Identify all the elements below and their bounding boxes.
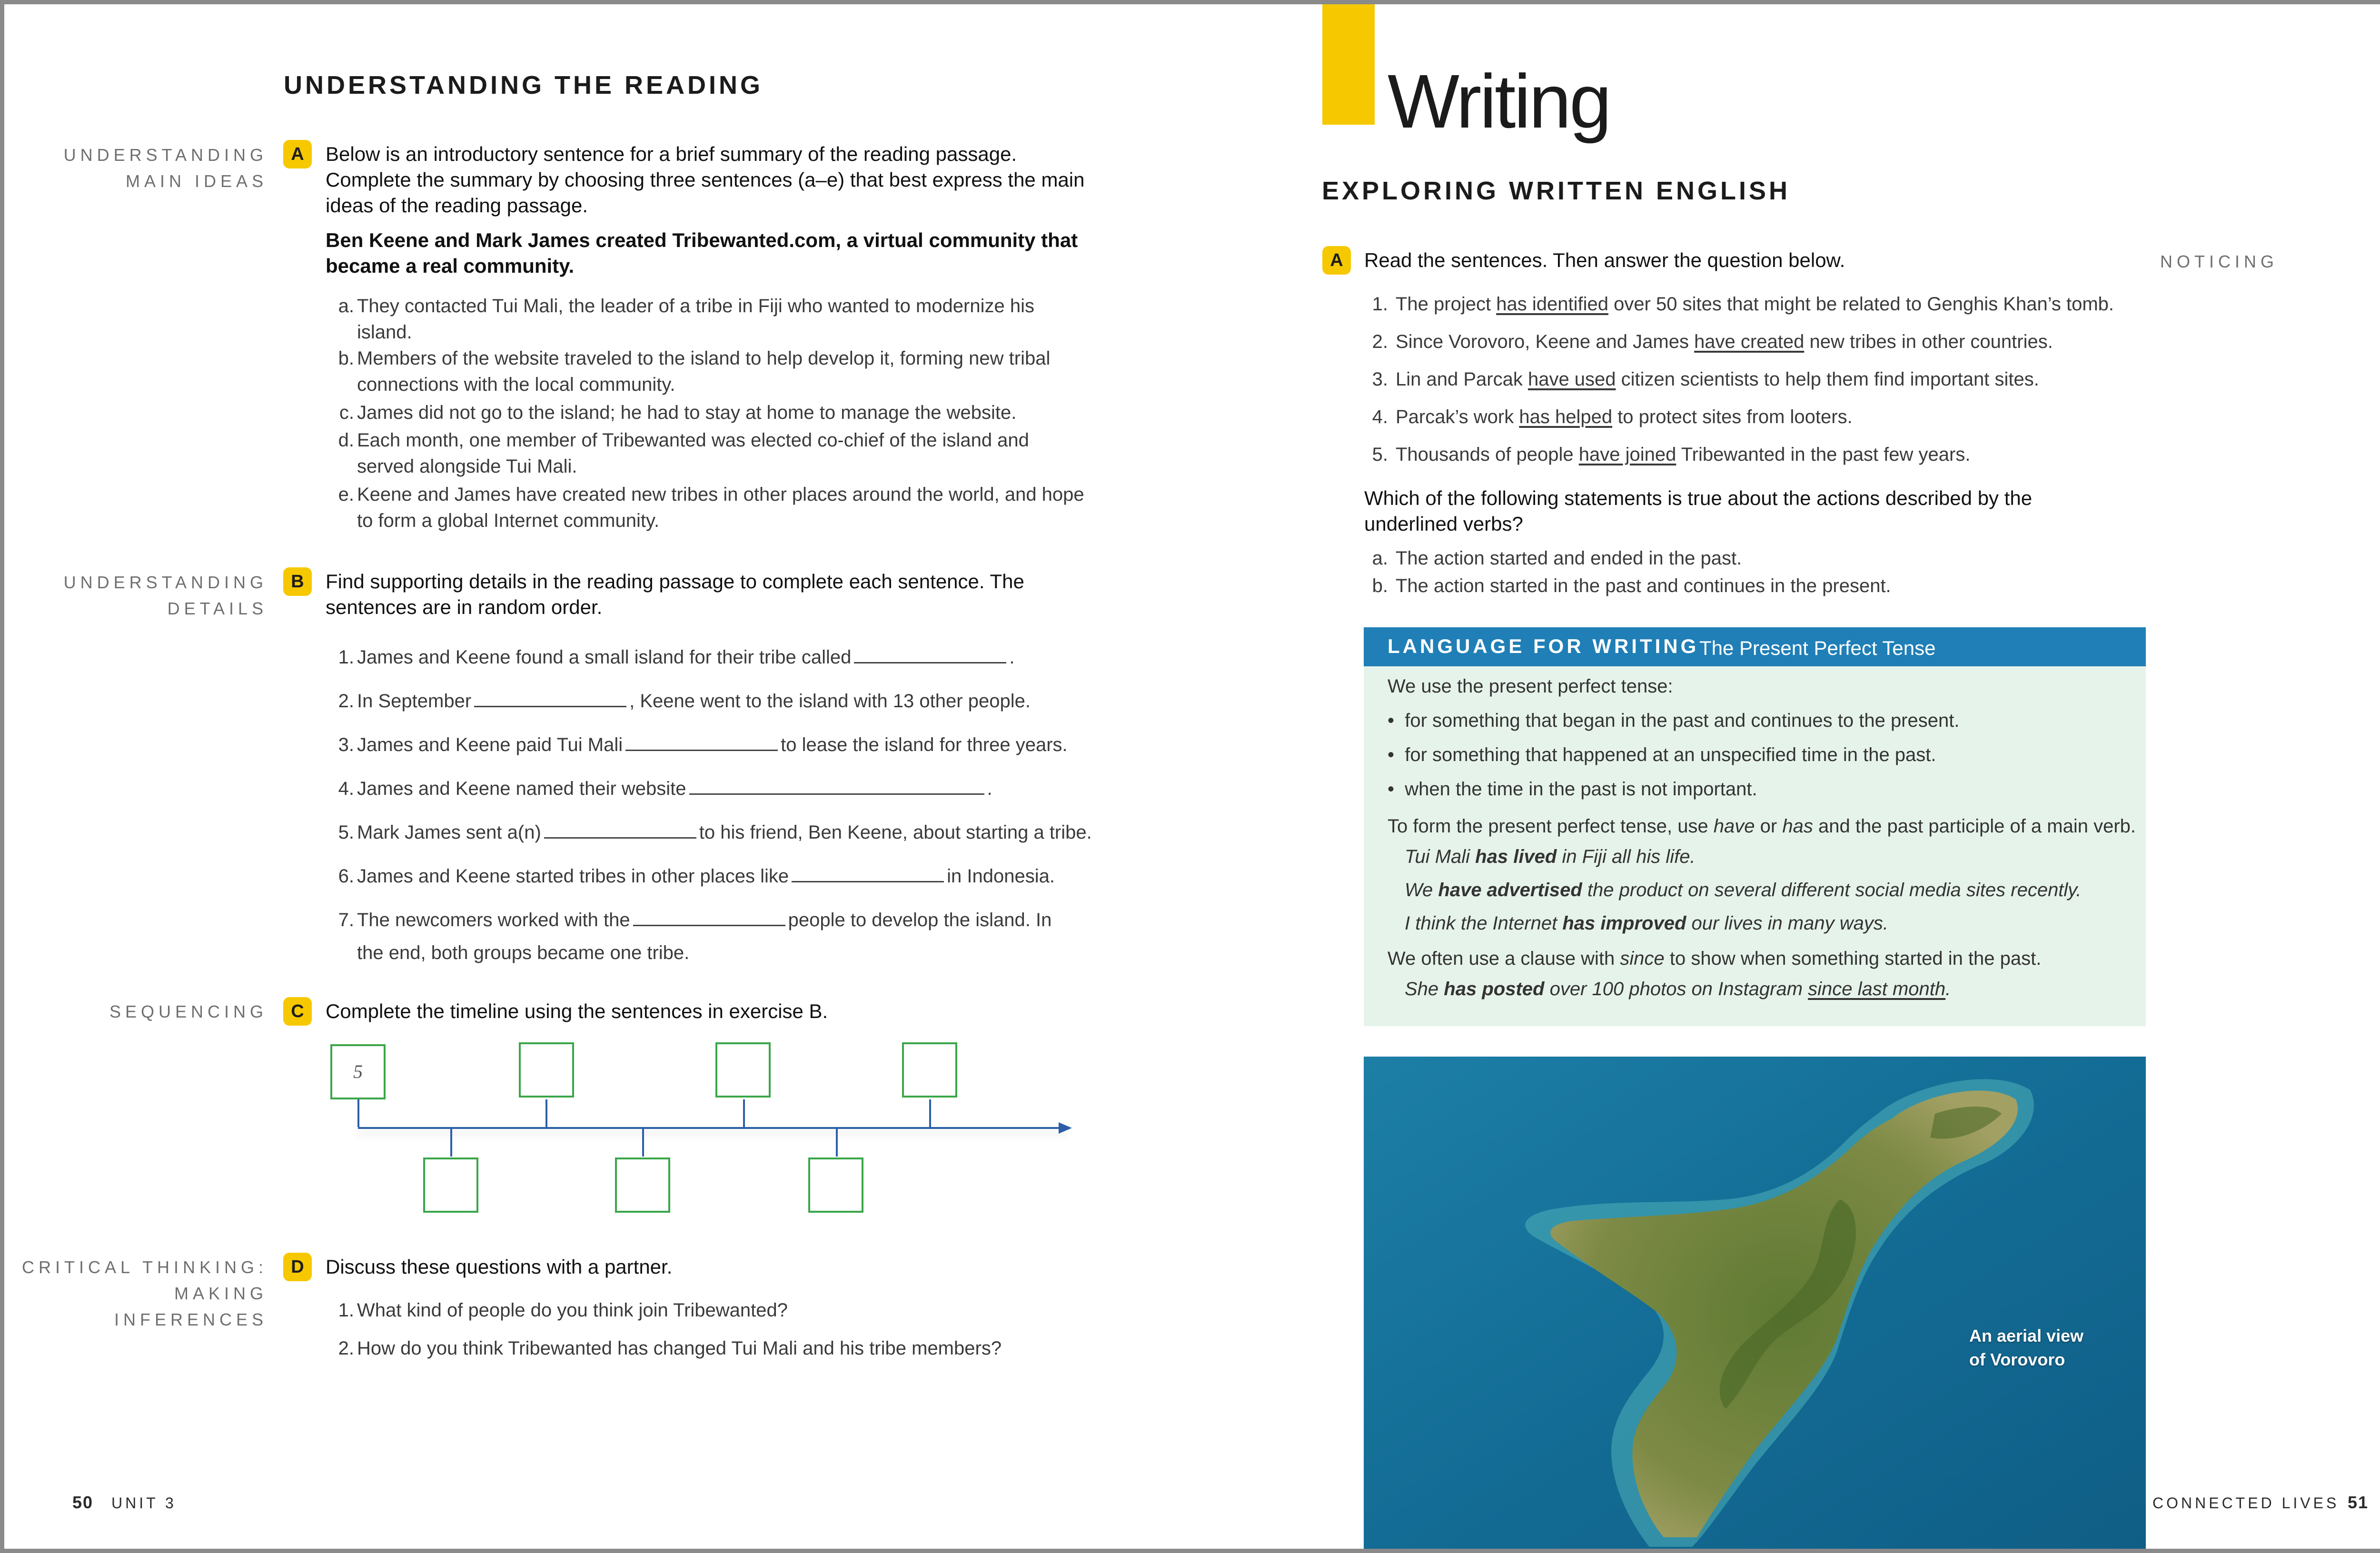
timeline-tick	[836, 1129, 838, 1157]
timeline-arrowhead-icon	[1059, 1122, 1072, 1134]
lfw-form-rule: To form the present perfect tense, use have or has and the past participle of a main verb.	[1388, 816, 2136, 837]
badge-d: D	[283, 1253, 312, 1281]
writing-accent-bar	[1322, 4, 1375, 125]
side-label-critical-thinking: CRITICAL THINKING: MAKING INFERENCES	[21, 1257, 268, 1329]
timeline-tick	[929, 1099, 931, 1127]
side-label-details: UNDERSTANDING DETAILS	[63, 573, 268, 618]
lfw-bullet-1: • for something that began in the past and continues to the present.	[1388, 710, 1960, 731]
badge-b: B	[283, 567, 312, 596]
timeline-box-4[interactable]	[615, 1157, 670, 1213]
answer-blank[interactable]	[625, 732, 778, 751]
island-illustration	[1364, 1057, 2146, 1549]
lfw-bullet-3: • when the time in the past is not important.	[1388, 779, 1757, 800]
exercise-c-instruction: Complete the timeline using the sentences in exercise B.	[326, 1000, 828, 1022]
photo-caption: An aerial view of Vorovoro	[1969, 1326, 2084, 1369]
timeline-tick	[357, 1099, 359, 1127]
side-label-sequencing: SEQUENCING	[109, 1002, 268, 1021]
timeline-tick	[545, 1099, 547, 1127]
timeline-tick	[743, 1099, 745, 1127]
lfw-since-example: She has posted over 100 photos on Instagram since last month.	[1405, 979, 1951, 999]
timeline-tick	[642, 1129, 644, 1157]
answer-blank[interactable]	[474, 689, 626, 707]
language-for-writing-box	[1364, 627, 2146, 1026]
lfw-example-3: I think the Internet has improved our lives in many ways.	[1405, 913, 1888, 934]
exercise-d-instruction: Discuss these questions with a partner.	[326, 1256, 673, 1278]
footer-connected-lives: CONNECTED LIVES	[2152, 1494, 2340, 1512]
timeline-tick	[450, 1129, 452, 1157]
section-title-understanding: UNDERSTANDING THE READING	[284, 71, 764, 99]
exercise-b-instruction: Find supporting details in the reading passage to complete each sentence. The sentences are in random order.	[326, 570, 1024, 618]
timeline-box-7[interactable]	[902, 1042, 957, 1098]
lfw-since-note: We often use a clause with since to show when something started in the past.	[1388, 948, 2042, 969]
aerial-photo-vorovoro	[1364, 1057, 2146, 1549]
summary-intro-sentence: Ben Keene and Mark James created Tribewanted.com, a virtual community that became a real community.	[326, 229, 1078, 277]
badge-a-right: A	[1322, 246, 1351, 275]
side-label-noticing: NOTICING	[2160, 252, 2278, 271]
page-number-left: 50	[72, 1493, 94, 1512]
lfw-intro: We use the present perfect tense:	[1388, 676, 1673, 697]
answer-blank[interactable]	[544, 820, 696, 839]
badge-c: C	[283, 997, 312, 1026]
badge-a: A	[283, 140, 312, 168]
side-label-main-ideas: UNDERSTANDING MAIN IDEAS	[63, 145, 268, 191]
exercise-a-instruction: Below is an introductory sentence for a brief summary of the reading passage. Complete the summary by choosing three sentences (a–e) that best express the main ideas of the reading passage.	[326, 143, 1085, 217]
timeline-box-1[interactable]: 5	[330, 1044, 386, 1099]
timeline-box-5[interactable]	[715, 1042, 771, 1098]
lfw-example-1: Tui Mali has lived in Fiji all his life.	[1405, 846, 1696, 867]
timeline-box-3[interactable]	[519, 1042, 574, 1098]
underlined-verbs-question: Which of the following statements is true about the actions described by the underlined verbs?	[1364, 487, 2033, 535]
answer-blank[interactable]	[792, 864, 944, 882]
timeline-box-2[interactable]	[423, 1157, 478, 1213]
page-number-right: 51	[2348, 1493, 2369, 1512]
answer-blank[interactable]	[689, 776, 984, 795]
lfw-bullet-2: • for something that happened at an unspecified time in the past.	[1388, 744, 1936, 765]
language-box-header: LANGUAGE FOR WRITING The Present Perfect Tense	[1364, 627, 2146, 666]
exercise-a-right-instruction: Read the sentences. Then answer the question below.	[1364, 249, 1845, 271]
answer-blank[interactable]	[633, 908, 785, 926]
lfw-example-2: We have advertised the product on several different social media sites recently.	[1405, 880, 2082, 900]
page-title-writing: Writing	[1388, 59, 1610, 144]
timeline-axis	[358, 1127, 1067, 1129]
answer-blank[interactable]	[854, 645, 1006, 663]
section-title-exploring: EXPLORING WRITTEN ENGLISH	[1322, 177, 1791, 205]
footer-unit: UNIT 3	[111, 1494, 177, 1512]
timeline-box-6[interactable]	[808, 1157, 863, 1213]
